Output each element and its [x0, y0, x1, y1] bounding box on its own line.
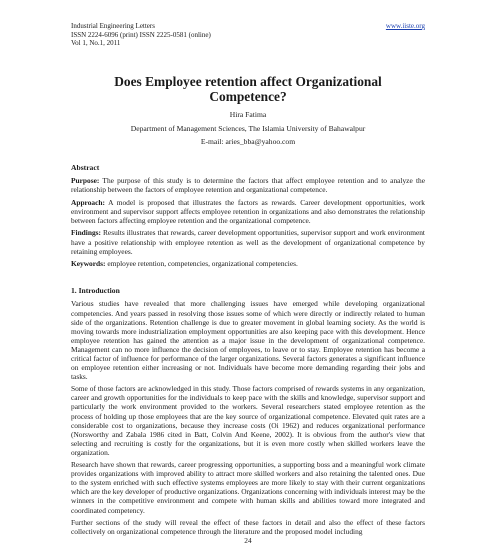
approach-text: A model is proposed that illustrates the factors as rewards. Career development opportunities, work environment and supervisor support affects employee retention in organizations and also demonstrates the relationship between factors affecting employee retention and the organizational competence.: [71, 197, 425, 226]
introduction-paragraph-4: Further sections of the study will reveal the effect of these factors in detail and also the effect of these factors collectively on organizational competence through the literature and the proposed model including: [71, 517, 425, 536]
journal-issn: ISSN 2224-6096 (print) ISSN 2225-0581 (online): [71, 30, 211, 39]
abstract-findings: [71, 228, 425, 256]
journal-website-link[interactable]: www.iiste.org: [385, 22, 425, 30]
keywords-text: employee retention, competencies, organizational competencies.: [105, 259, 298, 269]
keywords-label: Keywords:: [71, 259, 106, 269]
journal-header: [71, 22, 425, 48]
introduction-paragraph-3: Research have shown that rewards, career progressing opportunities, a supporting boss and a meaningful work climate provides organizations with improved ability to attract more skilled workers and also retaining the talented ones. Due to the system enriched with such effective systems employees are more likely to stay with their current organizations which are the key developer of productive organizations. Organizations concerning with individuals interest may be the winners in the competitive environment and compete with human skills and abilities toward more integrated and coordinated competency.: [71, 460, 425, 515]
approach-label: Approach:: [71, 197, 105, 207]
journal-name: Industrial Engineering Letters: [71, 22, 155, 30]
author-name: Hira Fatima: [229, 110, 267, 120]
page-number: 24: [244, 535, 252, 545]
abstract-approach: [71, 198, 425, 226]
purpose-label: Purpose:: [71, 176, 100, 186]
paper-page: [71, 22, 425, 545]
findings-label: Findings:: [71, 228, 101, 238]
purpose-text: The purpose of this study is to determine the factors that affect employee retention and to analyze the relationship between the factors of employee retention and organizational competence.: [71, 176, 425, 195]
paper-title: Does Employee retention affect Organizational Competence?: [114, 73, 382, 104]
abstract-heading: Abstract: [71, 163, 100, 173]
findings-text: Results illustrates that rewards, career development opportunities, supervisor support and work environment have a positive relationship with employee retention as well as the development of organizational competence by retaining employees.: [71, 228, 425, 256]
author-affiliation: Department of Management Sciences, The Islamia University of Bahawalpur: [130, 124, 366, 134]
introduction-paragraph-1: Various studies have revealed that more challenging issues have emerged while developing organizational competencies. And years passed in resolving those issues some of which were directly or indirectly related to human side of the organizations. Retention challenge is due to greater movement in global learning society. As the world is moving towards more industrialization employment opportunities are also keeping pace with this development. Hence employee retention has gained the attention as a major issue in the development of organizational competence. Management can no more influence the decision of employees, to leave or to stay. Employee retention has become a critical factor of influence for performance of the larger organizations. Several factors generates a significant influence on employee retention either increasing or not. Individuals have become more demanding regarding their jobs and tasks.: [71, 299, 425, 382]
introduction-paragraph-2: Some of those factors are acknowledged in this study. Those factors comprised of rewards systems in any organization, career and growth opportunities for the individuals to keep pace with the skills and knowledge, supervisor support and particularly the work environment provided to the workers. Several researchers stated employee retention as the process of holding up those employees that are the key source of organizational competence. Elevated quit rates are a considerable cost to organizations, because they increase costs (Oi 1962) and reduces organizational performance (Norsworthy and Zabala 1986 cited in Batt, Colvin And Keene, 2002). It is obvious from the author's view that selecting and recruiting is costly for the organizations, but it is even more costly when skilled workers leave the organization.: [71, 384, 425, 457]
journal-volume: Vol 1, No.1, 2011: [71, 39, 121, 48]
abstract-keywords: [71, 259, 425, 268]
introduction-heading: 1. Introduction: [71, 286, 120, 296]
abstract-purpose: [71, 176, 425, 195]
author-email: E-mail: aries_bba@yahoo.com: [200, 137, 296, 147]
